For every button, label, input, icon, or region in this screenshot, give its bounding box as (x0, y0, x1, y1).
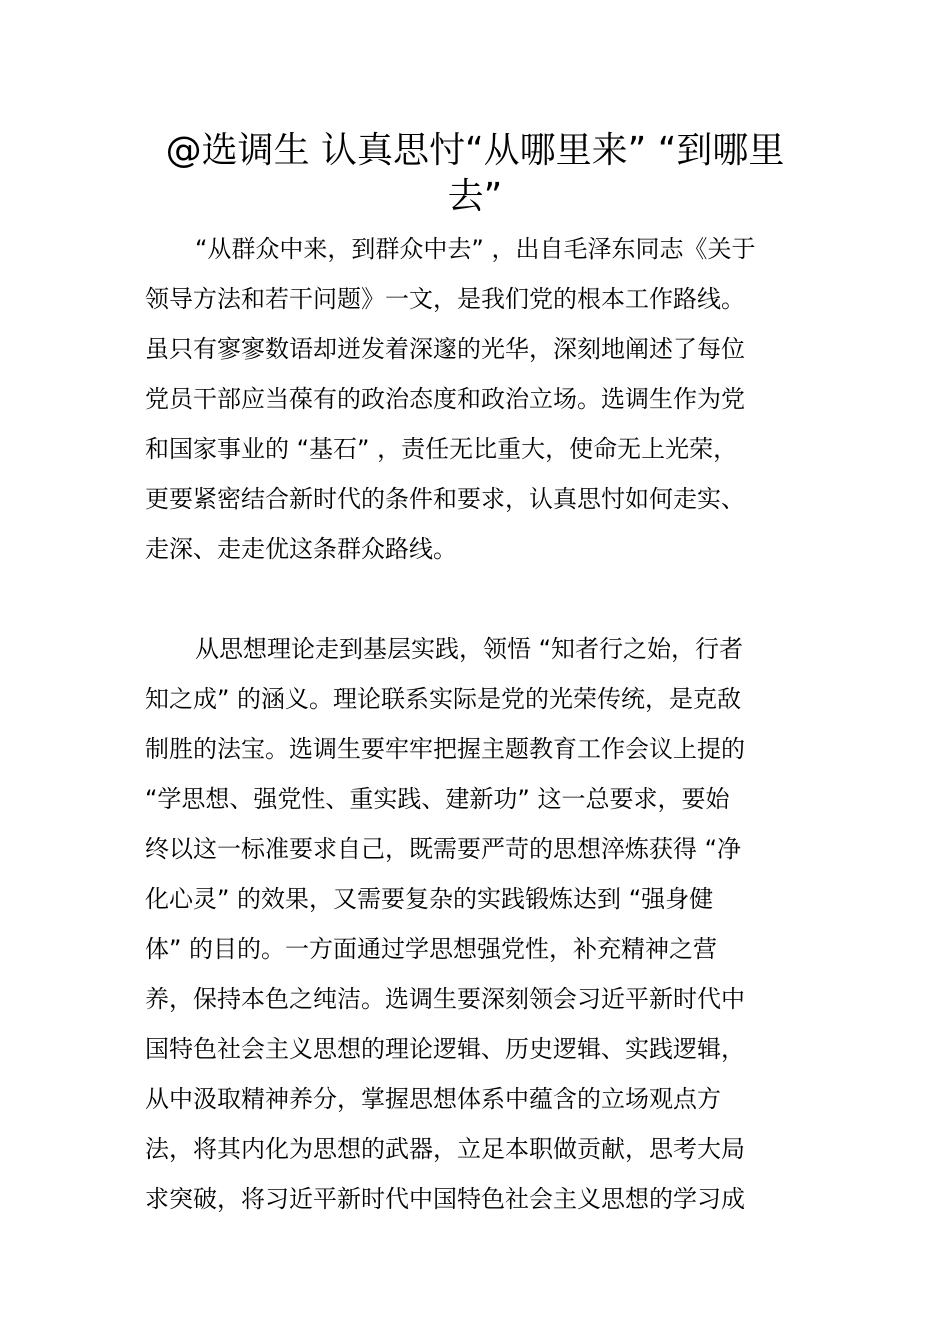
text-line: 知之成” 的涵义。理论联系实际是党的光荣传统，是克敌 (145, 685, 742, 713)
text-line: 求突破，将习近平新时代中国特色社会主义思想的学习成 (145, 1185, 745, 1213)
text-line: 党员干部应当葆有的政治态度和政治立场。选调生作为党 (145, 385, 745, 413)
text-line: “学思想、强党性、重实践、建新功” 这一总要求，要始 (145, 785, 730, 813)
text-line: 虽只有寥寥数语却迸发着深邃的光华，深刻地阐述了每位 (145, 335, 745, 363)
article-title (140, 128, 810, 220)
text-line: “从群众中来，到群众中去” ，出自毛泽东同志《关于 (195, 235, 756, 263)
paragraph-intro (145, 224, 809, 574)
text-line: 走深、走走优这条群众路线。 (145, 535, 457, 563)
text-line: 养，保持本色之纯洁。选调生要深刻领会习近平新时代中 (145, 985, 745, 1013)
text-line: 和国家事业的 “基石” ，责任无比重大，使命无上光荣， (145, 435, 738, 463)
paragraph-theory-practice (145, 624, 809, 1224)
text-line: 更要紧密结合新时代的条件和要求，认真思忖如何走实、 (145, 485, 745, 513)
title-line: 去” (447, 176, 503, 217)
text-line: 终以这一标准要求自己，既需要严苛的思想淬炼获得 “净 (145, 835, 742, 863)
text-line: 从中汲取精神养分，掌握思想体系中蕴含的立场观点方 (145, 1085, 721, 1113)
text-line: 体” 的目的。一方面通过学思想强党性，补充精神之营 (145, 935, 718, 963)
title-line: @选调生 认真思忖“从哪里来” “到哪里 (165, 130, 785, 171)
text-line: 领导方法和若干问题》一文，是我们党的根本工作路线。 (145, 285, 745, 313)
text-line: 法，将其内化为思想的武器，立足本职做贡献，思考大局 (145, 1135, 745, 1163)
text-line: 化心灵” 的效果，又需要复杂的实践锻炼达到 “强身健 (145, 885, 714, 913)
text-line: 制胜的法宝。选调生要牢牢把握主题教育工作会议上提的 (145, 735, 745, 763)
text-line: 从思想理论走到基层实践，领悟 “知者行之始，行者 (195, 635, 744, 663)
text-line: 国特色社会主义思想的理论逻辑、历史逻辑、实践逻辑， (145, 1035, 745, 1063)
